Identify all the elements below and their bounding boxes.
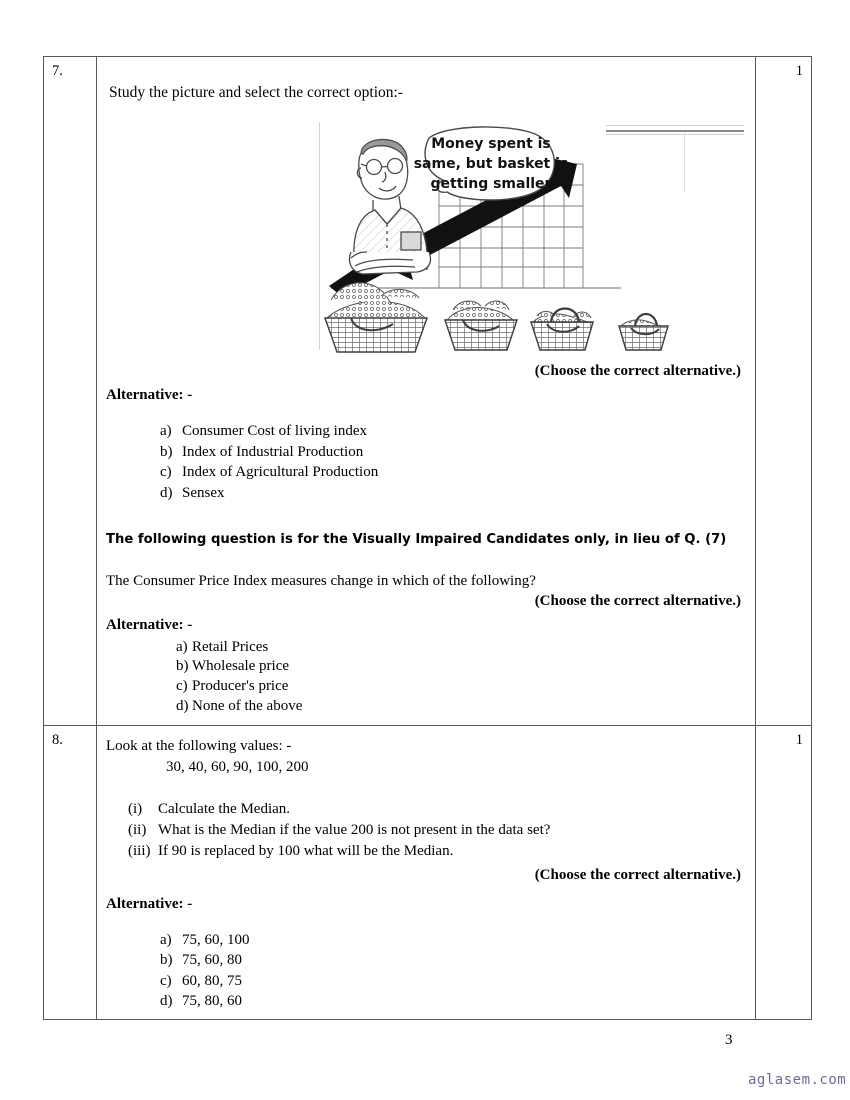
q8-option-c-text: 60, 80, 75 <box>182 972 242 989</box>
part-iii-marker: (iii) <box>128 842 151 859</box>
option-b-marker: b) <box>160 443 173 460</box>
option-d[interactable] <box>106 483 746 503</box>
vi-option-b[interactable] <box>106 657 746 677</box>
speech-bubble-line-3: getting smaller <box>430 175 552 192</box>
option-b-text: Index of Industrial Production <box>182 443 364 460</box>
question-7-body <box>97 57 755 725</box>
part-iii-text: If 90 is replaced by 100 what will be the Median. <box>158 842 454 859</box>
option-a[interactable] <box>106 421 746 441</box>
vi-option-a-text: Retail Prices <box>192 638 269 655</box>
vi-option-c-text: Producer's price <box>192 678 289 695</box>
vi-option-d-text: None of the above <box>192 697 303 714</box>
option-c[interactable] <box>106 462 746 482</box>
speech-bubble-line-2: same, but basket is <box>413 155 569 172</box>
vi-option-d[interactable] <box>106 697 746 717</box>
question-7-stem: Study the picture and select the correct option:- <box>109 84 403 101</box>
question-8-options <box>106 930 746 1012</box>
q8-option-a-marker: a) <box>160 931 172 948</box>
q8-option-a-text: 75, 60, 100 <box>182 931 250 948</box>
inflation-cartoon-illustration <box>321 120 691 356</box>
q8-option-d-text: 75, 80, 60 <box>182 992 242 1009</box>
option-c-marker: c) <box>160 464 172 481</box>
figure-left-rule <box>319 122 320 350</box>
question-8-values: 30, 40, 60, 90, 100, 200 <box>166 758 309 775</box>
vi-option-c-marker: c) <box>176 678 188 695</box>
vi-option-a[interactable] <box>106 638 746 658</box>
part-ii <box>106 820 746 841</box>
q8-option-b-marker: b) <box>160 952 173 969</box>
option-d-text: Sensex <box>182 484 225 501</box>
table-row <box>44 57 812 726</box>
option-d-marker: d) <box>160 484 173 501</box>
basket-2 <box>445 301 517 350</box>
part-i-text: Calculate the Median. <box>158 801 291 818</box>
speech-bubble-text <box>414 136 569 192</box>
vi-option-a-marker: a) <box>176 638 188 655</box>
question-marks-cell <box>756 725 812 1020</box>
question-7-options <box>106 421 746 503</box>
question-7-marks: 1 <box>795 63 803 79</box>
part-i-marker: (i) <box>128 801 143 818</box>
option-a-marker: a) <box>160 423 172 440</box>
four-shopping-baskets-decreasing-in-size <box>325 283 668 352</box>
vi-option-c[interactable] <box>106 677 746 697</box>
vi-option-b-text: Wholesale price <box>192 658 290 675</box>
visually-impaired-choose-note: (Choose the correct alternative.) <box>534 593 741 610</box>
visually-impaired-question: The Consumer Price Index measures change in which of the following? <box>106 572 536 589</box>
table-row <box>44 725 812 1020</box>
question-7-figure-wrap <box>106 116 746 361</box>
vi-option-b-marker: b) <box>176 658 189 675</box>
question-table <box>43 56 812 1020</box>
basket-1 <box>325 283 427 352</box>
part-i <box>106 799 746 820</box>
question-marks-cell <box>756 57 812 726</box>
speech-bubble-line-1: Money spent is <box>431 135 551 152</box>
part-iii <box>106 841 746 862</box>
question-7-choose-note: (Choose the correct alternative.) <box>534 362 741 379</box>
basket-3 <box>531 308 593 350</box>
visually-impaired-alternative-label: Alternative: - <box>106 617 193 634</box>
option-c-text: Index of Agricultural Production <box>182 464 379 481</box>
question-8-body <box>97 726 755 1020</box>
question-number: 8. <box>52 731 63 748</box>
question-8-stem: Look at the following values: - <box>106 737 292 754</box>
q8-option-c-marker: c) <box>160 972 172 989</box>
question-number: 7. <box>52 63 63 79</box>
visually-impaired-heading: The following question is for the Visually Impaired Candidates only, in lieu of Q. (7) <box>106 531 727 547</box>
q8-option-d-marker: d) <box>160 992 173 1009</box>
q8-option-b-text: 75, 60, 80 <box>182 952 242 969</box>
question-body-cell <box>97 725 756 1020</box>
visually-impaired-options <box>106 638 746 717</box>
option-a-text: Consumer Cost of living index <box>182 423 367 440</box>
basket-4 <box>619 314 668 350</box>
part-ii-text: What is the Median if the value 200 is not present in the data set? <box>158 821 551 838</box>
q8-option-a[interactable] <box>106 930 746 950</box>
question-body-cell <box>97 57 756 726</box>
q8-option-c[interactable] <box>106 971 746 991</box>
site-watermark: aglasem.com <box>748 1072 847 1088</box>
question-number-cell <box>44 725 97 1020</box>
question-8-alternative-label: Alternative: - <box>106 895 193 912</box>
question-8-marks: 1 <box>795 731 803 748</box>
option-b[interactable] <box>106 442 746 462</box>
q8-option-d[interactable] <box>106 991 746 1011</box>
question-8-choose-note: (Choose the correct alternative.) <box>534 867 741 884</box>
page-number: 3 <box>725 1032 733 1048</box>
q8-option-b[interactable] <box>106 950 746 970</box>
question-number-cell <box>44 57 97 726</box>
vi-option-d-marker: d) <box>176 697 189 714</box>
part-ii-marker: (ii) <box>128 821 147 838</box>
question-7-alternative-label: Alternative: - <box>106 387 193 404</box>
question-8-parts <box>106 799 746 861</box>
